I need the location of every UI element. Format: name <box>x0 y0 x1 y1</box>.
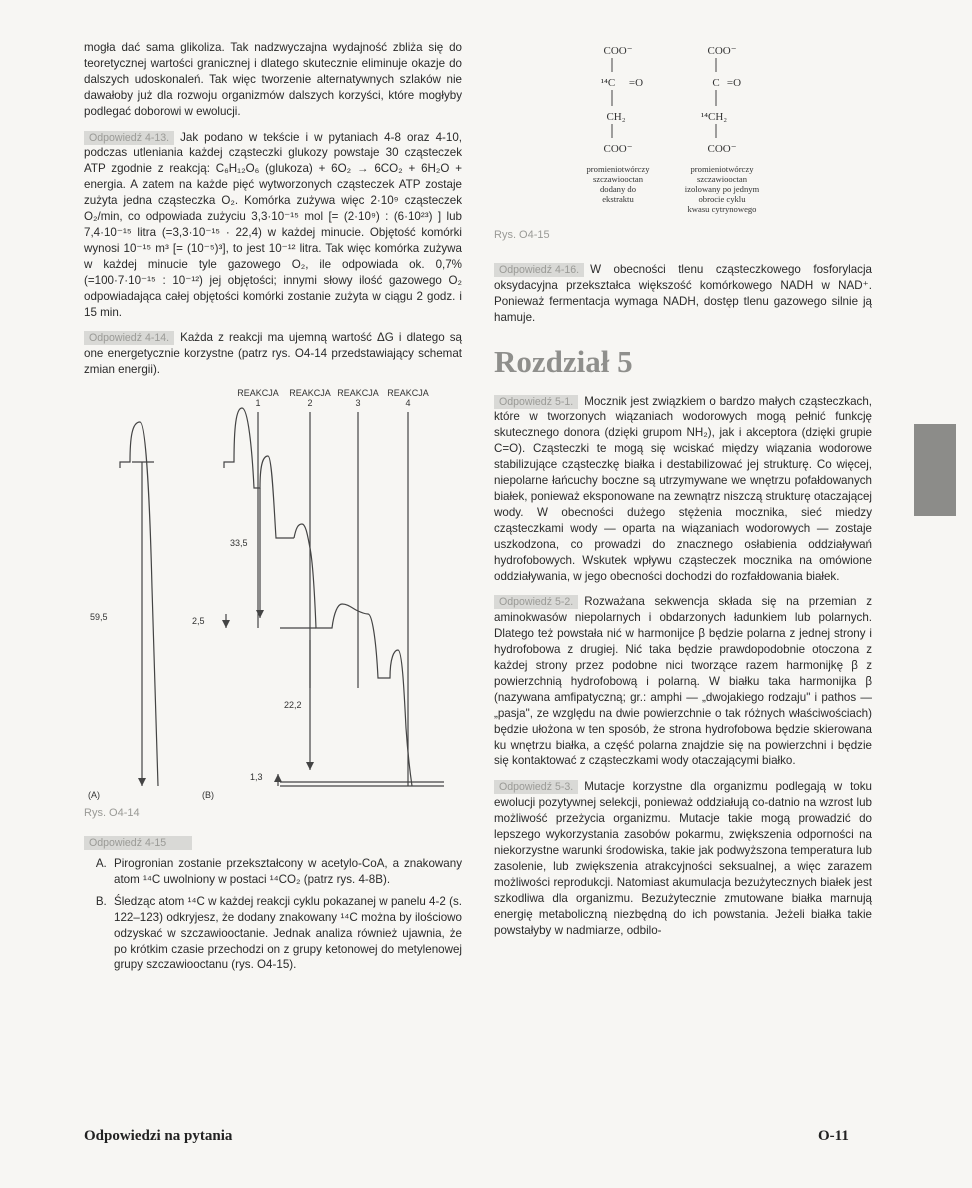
mol-left-c14: ¹⁴C <box>600 77 616 89</box>
answer-5-3 <box>494 779 872 938</box>
answer-tag: Odpowiedź 5-3. <box>494 780 578 794</box>
panel-a-label: (A) <box>88 790 100 801</box>
label-line: izolowany po jednym <box>684 184 760 194</box>
panel-b-label: (B) <box>202 790 214 801</box>
mol-right-coo-top: COO⁻ <box>707 45 737 57</box>
answer-5-2 <box>494 594 872 769</box>
left-column <box>84 40 462 979</box>
panel-b-curve-2 <box>294 524 368 628</box>
figure-caption: Rys. O4-14 <box>84 807 140 820</box>
mol-right-coo-bottom: COO⁻ <box>707 143 737 155</box>
answer-4-13 <box>84 130 462 321</box>
label-line: 2 <box>307 398 313 409</box>
mol-left-label-text: promieniotwórczy <box>586 164 650 174</box>
answer-4-14 <box>84 330 462 378</box>
label-line: kwasu cytrynowego <box>687 204 757 214</box>
arrowhead-2-5 <box>222 620 230 628</box>
answer-tag: Odpowiedź 4-13. <box>84 131 174 145</box>
answer-tag: Odpowiedź 5-2. <box>494 595 578 609</box>
label-line: szczawiooctan <box>592 174 644 184</box>
answer-text: Mocznik jest związkiem o bardzo małych cząsteczkach, które w tworzonych wiązaniach wodorowych mogą pełnić funkcję skutecznego donora (dzięki grupom NH₂), jak i akceptora (dzięki grupie C=O). Cząsteczki te mogą się wciskać między wiązania wodorowe stabilizujące cząsteczkę białka i destabilizować jej strukturę. Co więcej, niepolarne łańcuchy boczne są utrzymywane we wnętrzu pofałdowanych białek, ponieważ eksponowane na zewnątrz niszczą strukturę otaczającej wody. W obecności dużego stężenia mocznika, sieć miedzy cząsteczkami wody — oparta na wiązaniach wodorowych — zostaje uszkodzona, co prowadzi do znacznego osłabienia oddziaływań hydrofobowych. Wskutek wpływu cząsteczek mocznika na omówione oddziaływania, w jego obecności dochodzi do rozfałdowania białek. <box>494 394 872 583</box>
right-column <box>494 40 872 948</box>
mol-right-label-text: promieniotwórczy <box>690 164 754 174</box>
reaction-label-4: REAKCJA 4 <box>387 388 429 409</box>
value-33-5: 33,5 <box>230 538 248 549</box>
mol-left-ch2: CH₂ <box>606 111 626 123</box>
answer-5-1 <box>494 394 872 585</box>
intro-paragraph: mogła dać sama glikoliza. Tak nadzwyczajna wydajność zbliża się do teoretycznej wartości granicznej i dlatego skutecznie eliminuje okazje do dalszych udoskonaleń. Tak więc tworzenie alternatywnych szlaków nie dawałoby już dla rozwoju organizmów dalszych korzyści, które mogłyby podlegać doborowi w ewolucji. <box>84 41 462 118</box>
arrowhead-1-3 <box>274 774 282 782</box>
mol-right-ch2-14: ¹⁴CH₂ <box>700 111 728 123</box>
answer-text: W obecności tlenu cząsteczkowego fosforylacja oksydacyjna przekształca większość komórkowego NADH w NAD⁺. Ponieważ fermentacja wymaga NADH, dostęp tlenu gazowego silnie ją hamuje. <box>494 262 872 324</box>
value-22-2: 22,2 <box>284 700 302 711</box>
oxaloacetate-figure <box>494 40 872 220</box>
reaction-label-2: REAKCJA 2 <box>289 388 331 409</box>
answer-tag: Odpowiedź 4-16. <box>494 263 584 277</box>
chapter-thumb-tab <box>914 424 956 516</box>
value-1-3: 1,3 <box>250 772 263 783</box>
answer-text: Mutacje korzystne dla organizmu podlegają w toku ewolucji pozytywnej selekcji, ponieważ oddziałują co-datnio na wzrost lub możliwość przeżycia organizmu. Mutacje takie mogą prowadzić do lepszego wykorzystania zasobów pokarmu, zwiększenia odporności na niekorzystne warunki środowiska, takie jak podwyższona temperatura lub zasolenie, lub zwiększenia atrakcyjności seksualnej, a więc zarazem możliwości reprodukcji. Natomiast akumulacja bezużytecznych białek jest szkodliwa dla organizmu. Bezużytecznie zmutowane białka marnują energię metaboliczną niezbędną do ich powstania. Jeżeli białka takie powstałyby w nadmiarze, odbilo- <box>494 780 872 937</box>
answer-text: Rozważana sekwencja składa się na przemian z aminokwasów niepolarnych i obdarzonych ładunkiem lub polarnych. Dlatego też powstała nić w harmonijce β będzie polarna z jednej strony i hydrofobowa z drugiej. Nić taka będzie prawdopodobnie otoczona z każdej strony przez podobne nici tworzące razem harmonijkę β z powierzchnią hydrofobową i polarną. W białku taka harmonijka β (nazywana amfipatyczną; gr.: amphi — „dwojakiego rodzaju" i pathos — „pasja", ze względu na dwie powierzchnie o tak różnych właściwościach) będzie ułożona w ten sposób, że strona hydrofobowa będzie skierowana ku wnętrzu białka, a część polarna znajdzie się na powierzchni i będzie się kontaktować z cząsteczkami wody otaczającymi białko. <box>494 595 872 768</box>
list-item: B. Śledząc atom ¹⁴C w każdej reakcji cyklu pokazanej w panelu 4-2 (s. 122–123) odkryjesz, że dodany znakowany ¹⁴C można by ilościowo odzyskać w szczawiooctanie. Jednak analiza również ujawnia, że po krótkim czasie przechodzi on z grupy ketonowej do metylenowej grupy szczawiooctanu (rys. O4-15). <box>110 894 462 974</box>
mol-left-eq-o: =O <box>628 77 644 89</box>
answer-tag: Odpowiedź 4-15 <box>84 836 192 850</box>
reaction-label-1-line1: REAKCJA <box>237 388 279 399</box>
answer-tag: Odpowiedź 4-14. <box>84 331 174 345</box>
label-line: obrocie cyklu <box>698 194 746 204</box>
page-number: O-11 <box>818 1128 849 1144</box>
label-line: szczawiooctan <box>696 174 748 184</box>
arrowhead-33-5 <box>256 610 264 618</box>
mol-right-c: C <box>712 77 720 89</box>
value-2-5: 2,5 <box>192 616 205 627</box>
label-line: 1 <box>255 398 261 409</box>
arrowhead-59-5 <box>138 778 146 786</box>
mol-right-label <box>685 164 760 214</box>
label-line: dodany do <box>599 184 637 194</box>
figure-caption: Rys. O4-15 <box>494 229 550 241</box>
answer-tag: Odpowiedź 5-1. <box>494 395 578 409</box>
answer-text: Każda z reakcji ma ujemną wartość ΔG i dlatego są one energetycznie korzystne (patrz rys. O4-14 przedstawiający schemat zmian energii). <box>84 331 462 377</box>
energy-diagram-figure <box>84 388 464 800</box>
reaction-label-3: REAKCJA 3 <box>337 388 379 409</box>
panel-a-curve <box>120 422 158 786</box>
mol-right-eq-o: =O <box>726 77 742 89</box>
reaction-label-1 <box>237 388 279 408</box>
running-footer-title: Odpowiedzi na pytania <box>84 1128 233 1144</box>
answer-text: Jak podano w tekście i w pytaniach 4-8 oraz 4-10, podczas utleniania każdej cząsteczki glukozy powstaje 30 cząsteczek ATP zgodnie z reakcją: C₆H₁₂O₆ (glukoza) + 6O₂ → 6CO₂ + 6H₂O + energia. A zatem na każde pięć wytworzonych cząsteczek ATP zostaje zużyta jedna cząsteczka O₂. Komórka zużywa więc 2·10⁹ cząsteczek O₂/min, co odpowiada zużyciu 3,3·10⁻¹⁵ mol [= (2·10⁹) : (6·10²³) ] lub 7,4·10⁻¹⁵ litra (=3,3·10⁻¹⁵ · 22,4) w każdej minucie. Objętość komórki wynosi 10⁻¹⁵ m³ [= (10⁻⁵)³], to jest 10⁻¹² litra. Tak więc komórka zużywa w każdej minucie tyle gazowego O₂, ile odpowiada ok. 0,7% (=100·7·10⁻¹⁵ : 10⁻¹²) jej objętości; innymi słowy ilość gazowego O₂ odpowiadająca całej objętości komórki zostanie zużyta w ciągu 2 godz. i 15 min. <box>84 130 462 319</box>
mol-left-coo-bottom: COO⁻ <box>603 143 633 155</box>
label-line: 4 <box>405 398 411 409</box>
label-line: 3 <box>355 398 361 409</box>
list-item: A. Pirogronian zostanie przekształcony w acetylo-CoA, a znakowany atom ¹⁴C uwolniony w postaci ¹⁴CO₂ (patrz rys. 4-8B). <box>110 856 462 888</box>
mol-left-coo-top: COO⁻ <box>603 45 633 57</box>
value-59-5: 59,5 <box>90 612 108 623</box>
panel-b-curve-4 <box>368 614 412 786</box>
arrowhead-22-2 <box>306 762 314 770</box>
label-line: ekstraktu <box>602 194 634 204</box>
chapter-title: Rozdział 5 <box>494 343 633 379</box>
mol-left-label <box>586 164 650 204</box>
answer-4-16 <box>494 262 872 326</box>
answer-4-15-list <box>84 856 462 973</box>
panel-b-curve-1 <box>224 408 294 538</box>
